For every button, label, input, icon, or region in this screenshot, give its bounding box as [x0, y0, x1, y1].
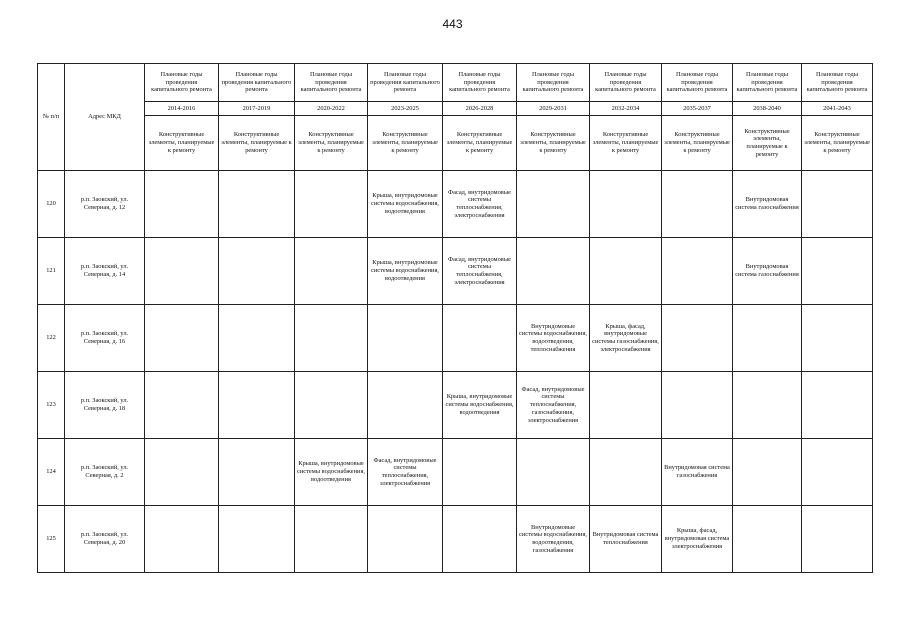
repair-elements-cell: [219, 372, 295, 439]
column-header-address: Адрес МКД: [65, 64, 145, 171]
repair-elements-cell: [368, 305, 443, 372]
repair-elements-cell: [802, 305, 873, 372]
column-header-year-range: 2038-2040: [733, 102, 802, 116]
repair-elements-cell: [145, 439, 219, 506]
repair-elements-cell: [802, 238, 873, 305]
row-address: р.п. Заокский, ул. Северная, д. 14: [65, 238, 145, 305]
repair-elements-cell: [662, 238, 733, 305]
repair-elements-cell: [295, 171, 368, 238]
table-row: [38, 171, 873, 238]
header-row-plan: [38, 64, 873, 102]
repair-elements-cell: Внутридомовая система теплоснабжения: [590, 506, 662, 573]
column-header-planned-years: Плановые годы проведения капитального ремонта: [662, 64, 733, 102]
repair-elements-cell: [517, 171, 590, 238]
repair-elements-cell: [662, 372, 733, 439]
column-header-elements: Конструктивные элементы, планируемые к ремонту: [802, 116, 873, 171]
column-header-planned-years: Плановые годы проведения капитального ремонта: [219, 64, 295, 102]
repair-elements-cell: [662, 305, 733, 372]
repair-elements-cell: [802, 439, 873, 506]
repair-elements-cell: [219, 439, 295, 506]
repair-elements-cell: Фасад, внутридомовые системы теплоснабжения, газоснабжения, электроснабжения: [517, 372, 590, 439]
row-address: р.п. Заокский, ул. Северная, д. 16: [65, 305, 145, 372]
column-header-elements: Конструктивные элементы, планируемые к ремонту: [517, 116, 590, 171]
row-number: 121: [38, 238, 65, 305]
row-address: р.п. Заокский, ул. Северная, д. 20: [65, 506, 145, 573]
repair-elements-cell: [145, 238, 219, 305]
repair-elements-cell: [295, 506, 368, 573]
repair-elements-cell: Внутридомовая система газоснабжения: [733, 238, 802, 305]
repair-elements-cell: [517, 238, 590, 305]
header-row-years: [38, 102, 873, 116]
repair-elements-cell: Крыша, внутридомовые системы водоснабжения, водоотведения: [368, 171, 443, 238]
table-row: [38, 372, 873, 439]
column-header-elements: Конструктивные элементы, планируемые к ремонту: [219, 116, 295, 171]
repair-elements-cell: Крыша, внутридомовые системы водоснабжения, водоотведения: [368, 238, 443, 305]
column-header-elements: Конструктивные элементы, планируемые к ремонту: [145, 116, 219, 171]
column-header-planned-years: Плановые годы проведения капитального ремонта: [590, 64, 662, 102]
repair-elements-cell: [517, 439, 590, 506]
repair-elements-cell: [368, 506, 443, 573]
repair-elements-cell: [295, 238, 368, 305]
column-header-year-range: 2026-2028: [443, 102, 517, 116]
repair-elements-cell: [443, 506, 517, 573]
repair-elements-cell: Внутридомовая система газоснабжения: [733, 171, 802, 238]
row-number: 124: [38, 439, 65, 506]
repair-elements-cell: [219, 238, 295, 305]
row-address: р.п. Заокский, ул. Северная, д. 2: [65, 439, 145, 506]
repair-elements-cell: Внутридомовая система газоснабжения: [662, 439, 733, 506]
column-header-year-range: 2041-2043: [802, 102, 873, 116]
repair-elements-cell: Фасад, внутридомовые системы теплоснабжения, электроснабжения: [443, 171, 517, 238]
table-row: [38, 506, 873, 573]
repair-elements-cell: [368, 372, 443, 439]
repair-elements-cell: [295, 372, 368, 439]
page-number: 443: [442, 17, 463, 31]
column-header-year-range: 2035-2037: [662, 102, 733, 116]
row-address: р.п. Заокский, ул. Северная, д. 18: [65, 372, 145, 439]
column-header-elements: Конструктивные элементы, планируемые к ремонту: [662, 116, 733, 171]
repair-elements-cell: [145, 372, 219, 439]
column-header-year-range: 2032-2034: [590, 102, 662, 116]
repair-elements-cell: Крыша, внутридомовые системы водоснабжения, водоотведения: [443, 372, 517, 439]
row-number: 122: [38, 305, 65, 372]
row-address: р.п. Заокский, ул. Северная, д. 12: [65, 171, 145, 238]
table-row: [38, 238, 873, 305]
header-row-elements: [38, 116, 873, 171]
column-header-elements: Конструктивные элементы, планируемые к ремонту: [590, 116, 662, 171]
table-row: [38, 439, 873, 506]
repair-elements-cell: [733, 439, 802, 506]
repair-elements-cell: [802, 506, 873, 573]
repair-elements-cell: [590, 171, 662, 238]
repair-elements-cell: Фасад, внутридомовые системы теплоснабжения, электроснабжения: [368, 439, 443, 506]
repair-elements-cell: [590, 439, 662, 506]
repair-elements-cell: [295, 305, 368, 372]
repair-elements-cell: [443, 305, 517, 372]
repair-elements-cell: [662, 171, 733, 238]
capital-repair-table: [37, 63, 873, 573]
repair-elements-cell: Внутридомовые системы водоснабжения, водоотведения, газоснабжения: [517, 506, 590, 573]
column-header-year-range: 2023-2025: [368, 102, 443, 116]
repair-elements-cell: [802, 372, 873, 439]
repair-elements-cell: [145, 305, 219, 372]
column-header-planned-years: Плановые годы проведения капитального ремонта: [145, 64, 219, 102]
row-number: 123: [38, 372, 65, 439]
repair-elements-cell: [443, 439, 517, 506]
column-header-year-range: 2014-2016: [145, 102, 219, 116]
repair-elements-cell: [219, 506, 295, 573]
repair-elements-cell: [145, 506, 219, 573]
repair-elements-cell: [590, 238, 662, 305]
column-header-year-range: 2029-2031: [517, 102, 590, 116]
row-number: 120: [38, 171, 65, 238]
column-header-elements: Конструктивные элементы, планируемые к ремонту: [733, 116, 802, 171]
column-header-planned-years: Плановые годы проведения капитального ремонта: [733, 64, 802, 102]
repair-elements-cell: [219, 305, 295, 372]
column-header-year-range: 2017-2019: [219, 102, 295, 116]
column-header-planned-years: Плановые годы проведения капитального ремонта: [368, 64, 443, 102]
repair-elements-cell: [733, 305, 802, 372]
table-row: [38, 305, 873, 372]
repair-elements-cell: Внутридомовые системы водоснабжения, водоотведения, теплоснабжения: [517, 305, 590, 372]
row-number: 125: [38, 506, 65, 573]
column-header-planned-years: Плановые годы проведения капитального ремонта: [517, 64, 590, 102]
column-header-planned-years: Плановые годы проведения капитального ремонта: [802, 64, 873, 102]
column-header-planned-years: Плановые годы проведения капитального ремонта: [295, 64, 368, 102]
repair-elements-cell: [219, 171, 295, 238]
repair-elements-cell: [145, 171, 219, 238]
repair-elements-cell: [590, 372, 662, 439]
repair-elements-cell: [733, 372, 802, 439]
repair-elements-cell: [733, 506, 802, 573]
repair-elements-cell: [802, 171, 873, 238]
repair-elements-cell: Фасад, внутридомовые системы теплоснабжения, электроснабжения: [443, 238, 517, 305]
column-header-number: № п/п: [38, 64, 65, 171]
column-header-year-range: 2020-2022: [295, 102, 368, 116]
column-header-elements: Конструктивные элементы, планируемые к ремонту: [295, 116, 368, 171]
column-header-elements: Конструктивные элементы, планируемые к ремонту: [443, 116, 517, 171]
repair-elements-cell: Крыша, фасад, внутридомовые системы газоснабжения, электроснабжения: [590, 305, 662, 372]
column-header-elements: Конструктивные элементы, планируемые к ремонту: [368, 116, 443, 171]
column-header-planned-years: Плановые годы проведения капитального ремонта: [443, 64, 517, 102]
repair-elements-cell: Крыша, фасад, внутридомовая система электроснабжения: [662, 506, 733, 573]
repair-elements-cell: Крыша, внутридомовые системы водоснабжения, водоотведения: [295, 439, 368, 506]
